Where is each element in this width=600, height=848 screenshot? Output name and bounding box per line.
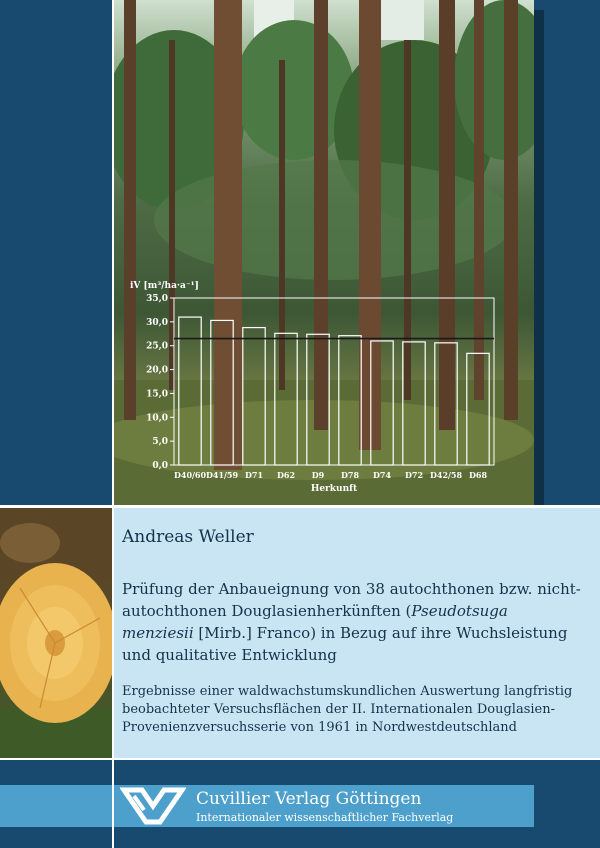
y-axis-label: iV [m³/ha·a⁻¹] [130, 281, 199, 291]
species-name: Pseudotsuga menziesii [122, 602, 508, 642]
y-tick-label: 25,0 [146, 341, 168, 352]
chart-bar [211, 320, 233, 465]
divider-vertical [112, 0, 114, 848]
chart-bar [467, 353, 489, 465]
divider-top [0, 505, 600, 508]
chart-bar [435, 343, 457, 465]
book-title [122, 578, 582, 666]
x-tick-label: D9 [311, 470, 325, 480]
y-tick-label: 15,0 [146, 389, 168, 400]
chart-bar [307, 334, 329, 465]
growth-chart [114, 280, 534, 505]
title-text-2: [Mirb.] Franco) in Bezug auf ihre Wuchsleistung und qualitative Entwicklung [122, 624, 568, 664]
publisher-name: Cuvillier Verlag Göttingen [196, 789, 422, 809]
x-tick-label: D40/60 [173, 470, 207, 480]
book-subtitle: Ergebnisse einer waldwachstumskundlichen Auswertung langfristig beobachteter Versuchsflächen der II. Internationalen Douglasien-Provenienzversuchsserie von 1961 in Nordwestdeutschland [122, 684, 573, 735]
x-tick-label: D78 [340, 470, 360, 480]
publisher-tagline: Internationaler wissenschaftlicher Fachverlag [196, 811, 454, 824]
chart-frame [174, 298, 494, 465]
y-tick-label: 5,0 [152, 437, 168, 448]
x-tick-label: D72 [404, 470, 424, 480]
x-tick-label: D68 [468, 470, 488, 480]
chart-bar [275, 333, 297, 465]
y-tick-label: 30,0 [146, 317, 168, 328]
title-text-1: Prüfung der Anbaueignung von 38 autochthonen bzw. nicht-autochthonen Douglasienherkünften ( [122, 580, 581, 620]
x-tick-label: D42/58 [429, 470, 463, 480]
photo-shadow [534, 10, 544, 510]
x-axis-label: Herkunft [310, 484, 358, 494]
y-tick-label: 0,0 [152, 461, 168, 471]
x-tick-label: D74 [372, 470, 392, 480]
divider-bottom [0, 758, 600, 760]
author-name: Andreas Weller [122, 527, 254, 547]
publisher-logo-icon [120, 786, 186, 830]
x-tick-label: D62 [276, 470, 296, 480]
y-tick-label: 35,0 [146, 294, 168, 304]
y-tick-label: 10,0 [146, 413, 168, 424]
chart-bar [403, 342, 425, 465]
log-photo [0, 508, 112, 758]
x-tick-label: D71 [244, 470, 264, 480]
chart-bar [371, 341, 393, 465]
y-tick-label: 20,0 [146, 365, 168, 376]
chart-bar [243, 328, 265, 465]
x-tick-label: D41/59 [205, 470, 239, 480]
chart-bar [339, 336, 361, 465]
